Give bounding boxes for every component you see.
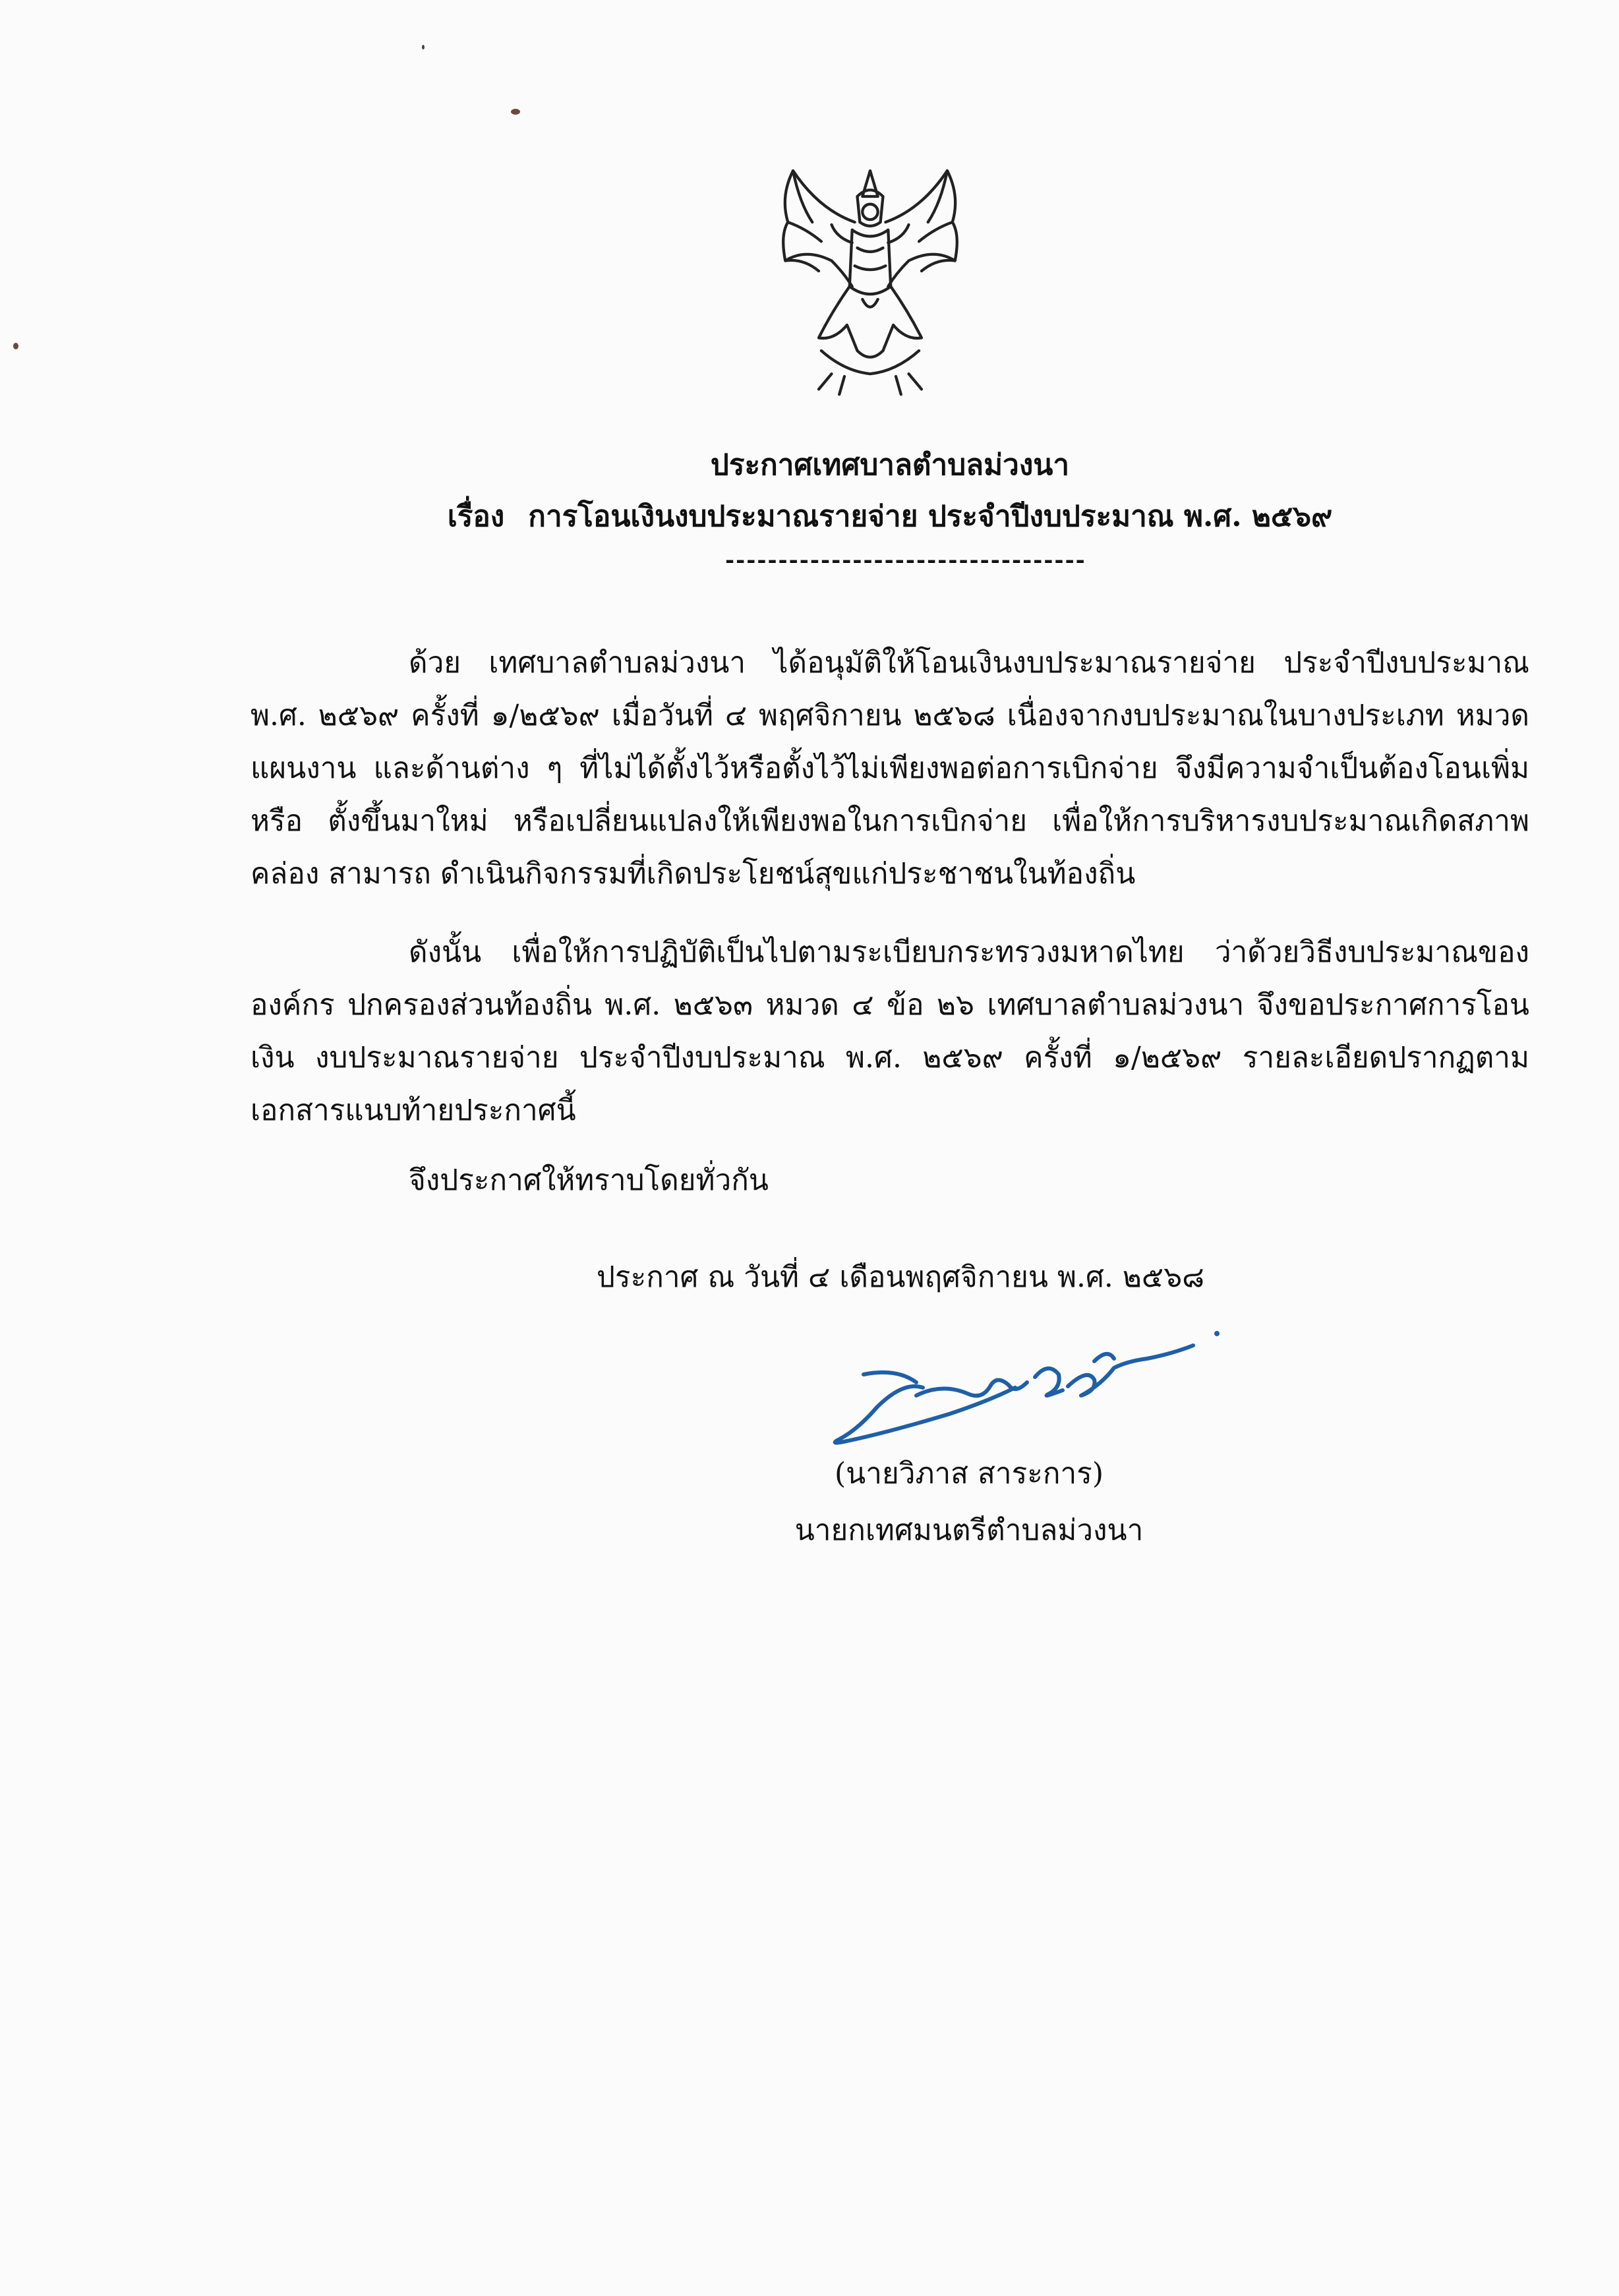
separator-line: ----------------------------------: [725, 547, 1086, 574]
subject-line: [250, 493, 1529, 539]
paper-speck: [13, 343, 18, 349]
body-paragraph-1: [250, 637, 1529, 900]
paper-speck: [511, 109, 520, 115]
subject-text: การโอนเงินงบประมาณรายจ่าย ประจำปีงบประมาณ พ.ศ. ๒๕๖๙: [528, 500, 1333, 533]
signer-position: นายกเทศมนตรีตำบลม่วงนา: [794, 1514, 1144, 1547]
closing-statement: จึงประกาศให้ทราบโดยทั่วกัน: [409, 1163, 769, 1197]
signer-name: (นายวิภาส สาระการ): [835, 1457, 1104, 1490]
announcement-title: ประกาศเทศบาลตำบลม่วงนา: [710, 448, 1070, 482]
announcement-date: ประกาศ ณ วันที่ ๔ เดือนพฤศจิกายน พ.ศ. ๒๕๖๘: [597, 1260, 1205, 1294]
paper-speck: [422, 45, 425, 49]
garuda-emblem-icon: [742, 145, 999, 402]
paragraph-1-text: ด้วย เทศบาลตำบลม่วงนา ได้อนุมัติให้โอนเงินงบประมาณรายจ่าย ประจำปีงบประมาณ พ.ศ. ๒๕๖๙ ครั้งที่ ๑/๒๕๖๙ เมื่อวันที่ ๔ พฤศจิกายน ๒๕๖๘ เนื่องจากงบประมาณในบางประเภท หมวดแผนงาน และด้านต่าง ๆ ที่ไม่ได้ตั้งไว้หรือตั้งไว้ไม่เพียงพอต่อการเบิกจ่าย จึงมีความจำเป็นต้องโอนเพิ่มหรือ ตั้งขึ้นมาใหม่ หรือเปลี่ยนแปลงให้เพียงพอในการเบิกจ่าย เพื่อให้การบริหารงบประมาณเกิดสภาพคล่อง สามารถ ดำเนินกิจกรรมที่เกิดประโยชน์สุขแก่ประชาชนในท้องถิ่น: [250, 646, 1529, 891]
paragraph-2-text: ดังนั้น เพื่อให้การปฏิบัติเป็นไปตามระเบียบกระทรวงมหาดไทย ว่าด้วยวิธีงบประมาณขององค์กร ปกครองส่วนท้องถิ่น พ.ศ. ๒๕๖๓ หมวด ๔ ข้อ ๒๖ เทศบาลตำบลม่วงนา จึงขอประกาศการโอนเงิน งบประมาณรายจ่าย ประจำปีงบประมาณ พ.ศ. ๒๕๖๙ ครั้งที่ ๑/๒๕๖๙ รายละเอียดปรากฏตาม เอกสารแนบท้ายประกาศนี้: [250, 935, 1529, 1127]
subject-label: เรื่อง: [447, 500, 505, 533]
body-paragraph-2: [250, 926, 1529, 1137]
